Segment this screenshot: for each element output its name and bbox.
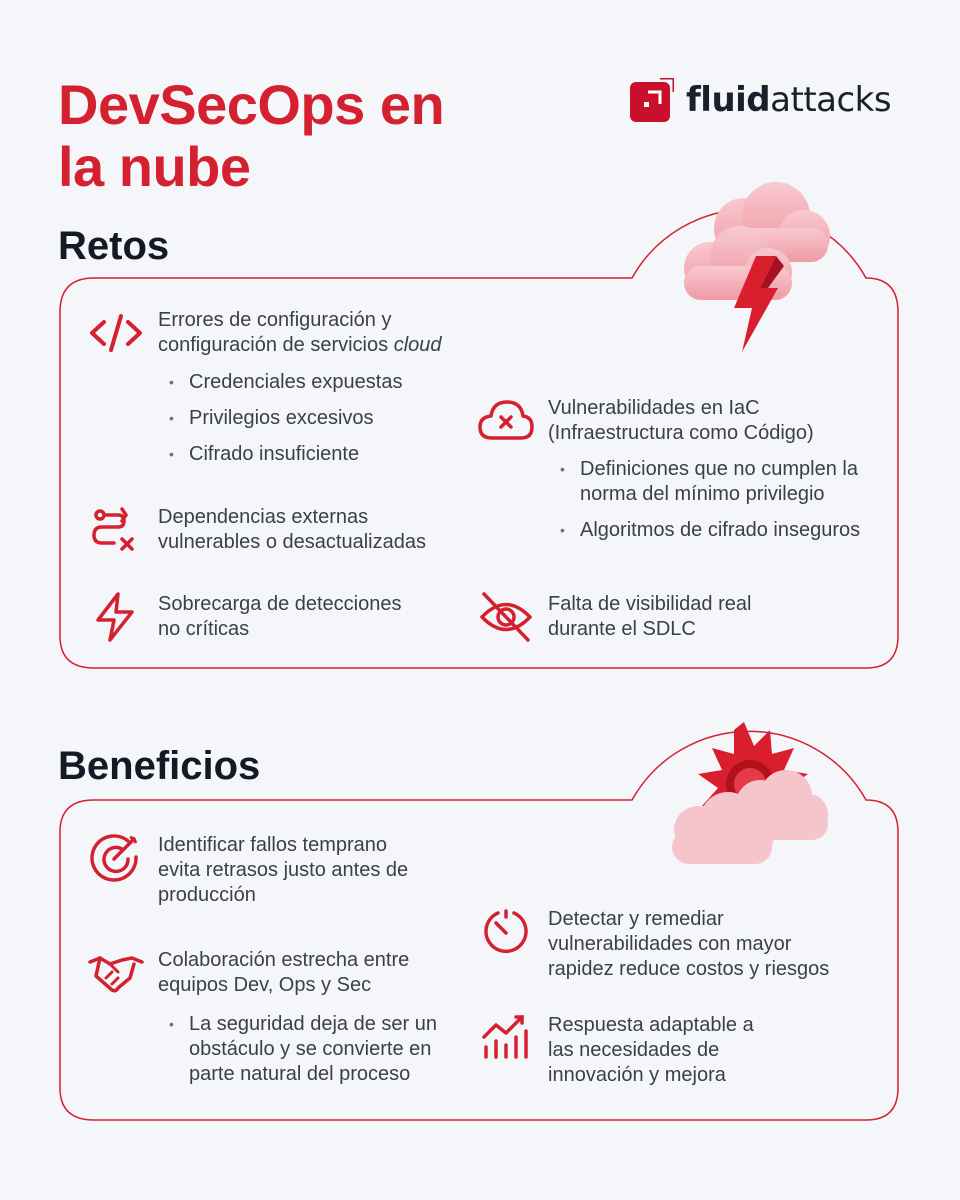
beneficio-collab-bullet-line3: parte natural del proceso xyxy=(189,1063,411,1085)
list-item: • Privilegios excesivos xyxy=(167,406,402,431)
eye-off-icon xyxy=(478,592,534,642)
beneficio-early-line2: evita retrasos justo antes de xyxy=(158,859,409,881)
reto-dependencies-line1: Dependencias externas xyxy=(158,506,369,528)
beneficio-adaptive-line1: Respuesta adaptable a xyxy=(548,1014,754,1036)
lightning-icon xyxy=(88,592,144,642)
reto-overload xyxy=(88,592,402,642)
beneficio-collab-line1: Colaboración estrecha entre xyxy=(158,949,410,971)
logo-text-bold: fluid xyxy=(686,80,771,120)
reto-config-bullets xyxy=(167,370,402,478)
title-line-1: DevSecOps en xyxy=(58,73,445,136)
reto-visibility-line2: durante el SDLC xyxy=(548,618,696,640)
reto-iac-line1: Vulnerabilidades en IaC xyxy=(548,397,760,419)
reto-iac xyxy=(478,396,814,446)
beneficio-collab xyxy=(88,948,409,998)
beneficio-adaptive-text xyxy=(548,1013,754,1088)
beneficio-early xyxy=(88,833,408,908)
beneficio-collab-bullets xyxy=(167,1012,437,1098)
beneficio-early-text xyxy=(158,833,408,908)
reto-iac-bullet1-line2: norma del mínimo privilegio xyxy=(580,483,825,505)
beneficio-collab-bullet-line1: La seguridad deja de ser un xyxy=(189,1013,437,1035)
reto-overload-line2: no críticas xyxy=(158,618,250,640)
beneficio-speed xyxy=(478,907,829,982)
code-icon xyxy=(88,308,144,358)
chart-up-icon xyxy=(478,1013,534,1063)
reto-dependencies xyxy=(88,505,426,555)
beneficio-speed-line3: rapidez reduce costos y riesgos xyxy=(548,958,830,980)
beneficio-adaptive-line2: las necesidades de xyxy=(548,1039,720,1061)
cloud-error-icon xyxy=(478,396,534,446)
beneficio-speed-line2: vulnerabilidades con mayor xyxy=(548,933,792,955)
beneficio-collab-line2: equipos Dev, Ops y Sec xyxy=(158,974,372,996)
reto-dependencies-line2: vulnerables o desactualizadas xyxy=(158,531,426,553)
timer-icon xyxy=(478,907,534,957)
cloud-lightning-illustration xyxy=(664,176,864,366)
target-icon xyxy=(88,833,144,883)
reto-iac-bullet1-line1: Definiciones que no cumplen la xyxy=(580,458,858,480)
list-item: • Credenciales expuestas xyxy=(167,370,402,395)
route-error-icon xyxy=(88,505,144,555)
reto-config-line1: Errores de configuración y xyxy=(158,309,392,331)
reto-iac-line2: (Infraestructura como Código) xyxy=(548,422,814,444)
list-item: • Algoritmos de cifrado inseguros xyxy=(558,518,860,543)
reto-visibility-text xyxy=(548,592,751,642)
reto-config-text xyxy=(158,308,442,358)
beneficios-heading: Beneficios xyxy=(58,744,261,788)
reto-overload-line1: Sobrecarga de detecciones xyxy=(158,593,402,615)
sun-cloud-illustration xyxy=(654,712,854,892)
reto-config-italic: cloud xyxy=(393,334,442,356)
reto-config xyxy=(88,308,442,358)
list-item xyxy=(167,1012,437,1087)
beneficio-speed-text xyxy=(548,907,829,982)
reto-dependencies-text xyxy=(158,505,426,555)
beneficio-collab-bullet-line2: obstáculo y se convierte en xyxy=(189,1038,432,1060)
reto-overload-text xyxy=(158,592,402,642)
beneficio-adaptive xyxy=(478,1013,754,1088)
retos-heading: Retos xyxy=(58,224,170,268)
handshake-icon xyxy=(88,948,144,998)
list-item xyxy=(558,457,860,507)
beneficio-adaptive-line3: innovación y mejora xyxy=(548,1064,726,1086)
beneficio-collab-text xyxy=(158,948,409,998)
reto-visibility-line1: Falta de visibilidad real xyxy=(548,593,752,615)
reto-visibility xyxy=(478,592,751,642)
beneficio-early-line1: Identificar fallos temprano xyxy=(158,834,388,856)
beneficio-speed-line1: Detectar y remediar xyxy=(548,908,724,930)
reto-iac-text xyxy=(548,396,814,446)
reto-config-line2: configuración de servicios xyxy=(158,334,394,356)
logo-text-light: attacks xyxy=(770,80,892,120)
beneficio-early-line3: producción xyxy=(158,884,256,906)
reto-iac-bullets xyxy=(558,457,860,554)
title-line-2: la nube xyxy=(58,135,251,198)
list-item: • Cifrado insuficiente xyxy=(167,442,402,467)
